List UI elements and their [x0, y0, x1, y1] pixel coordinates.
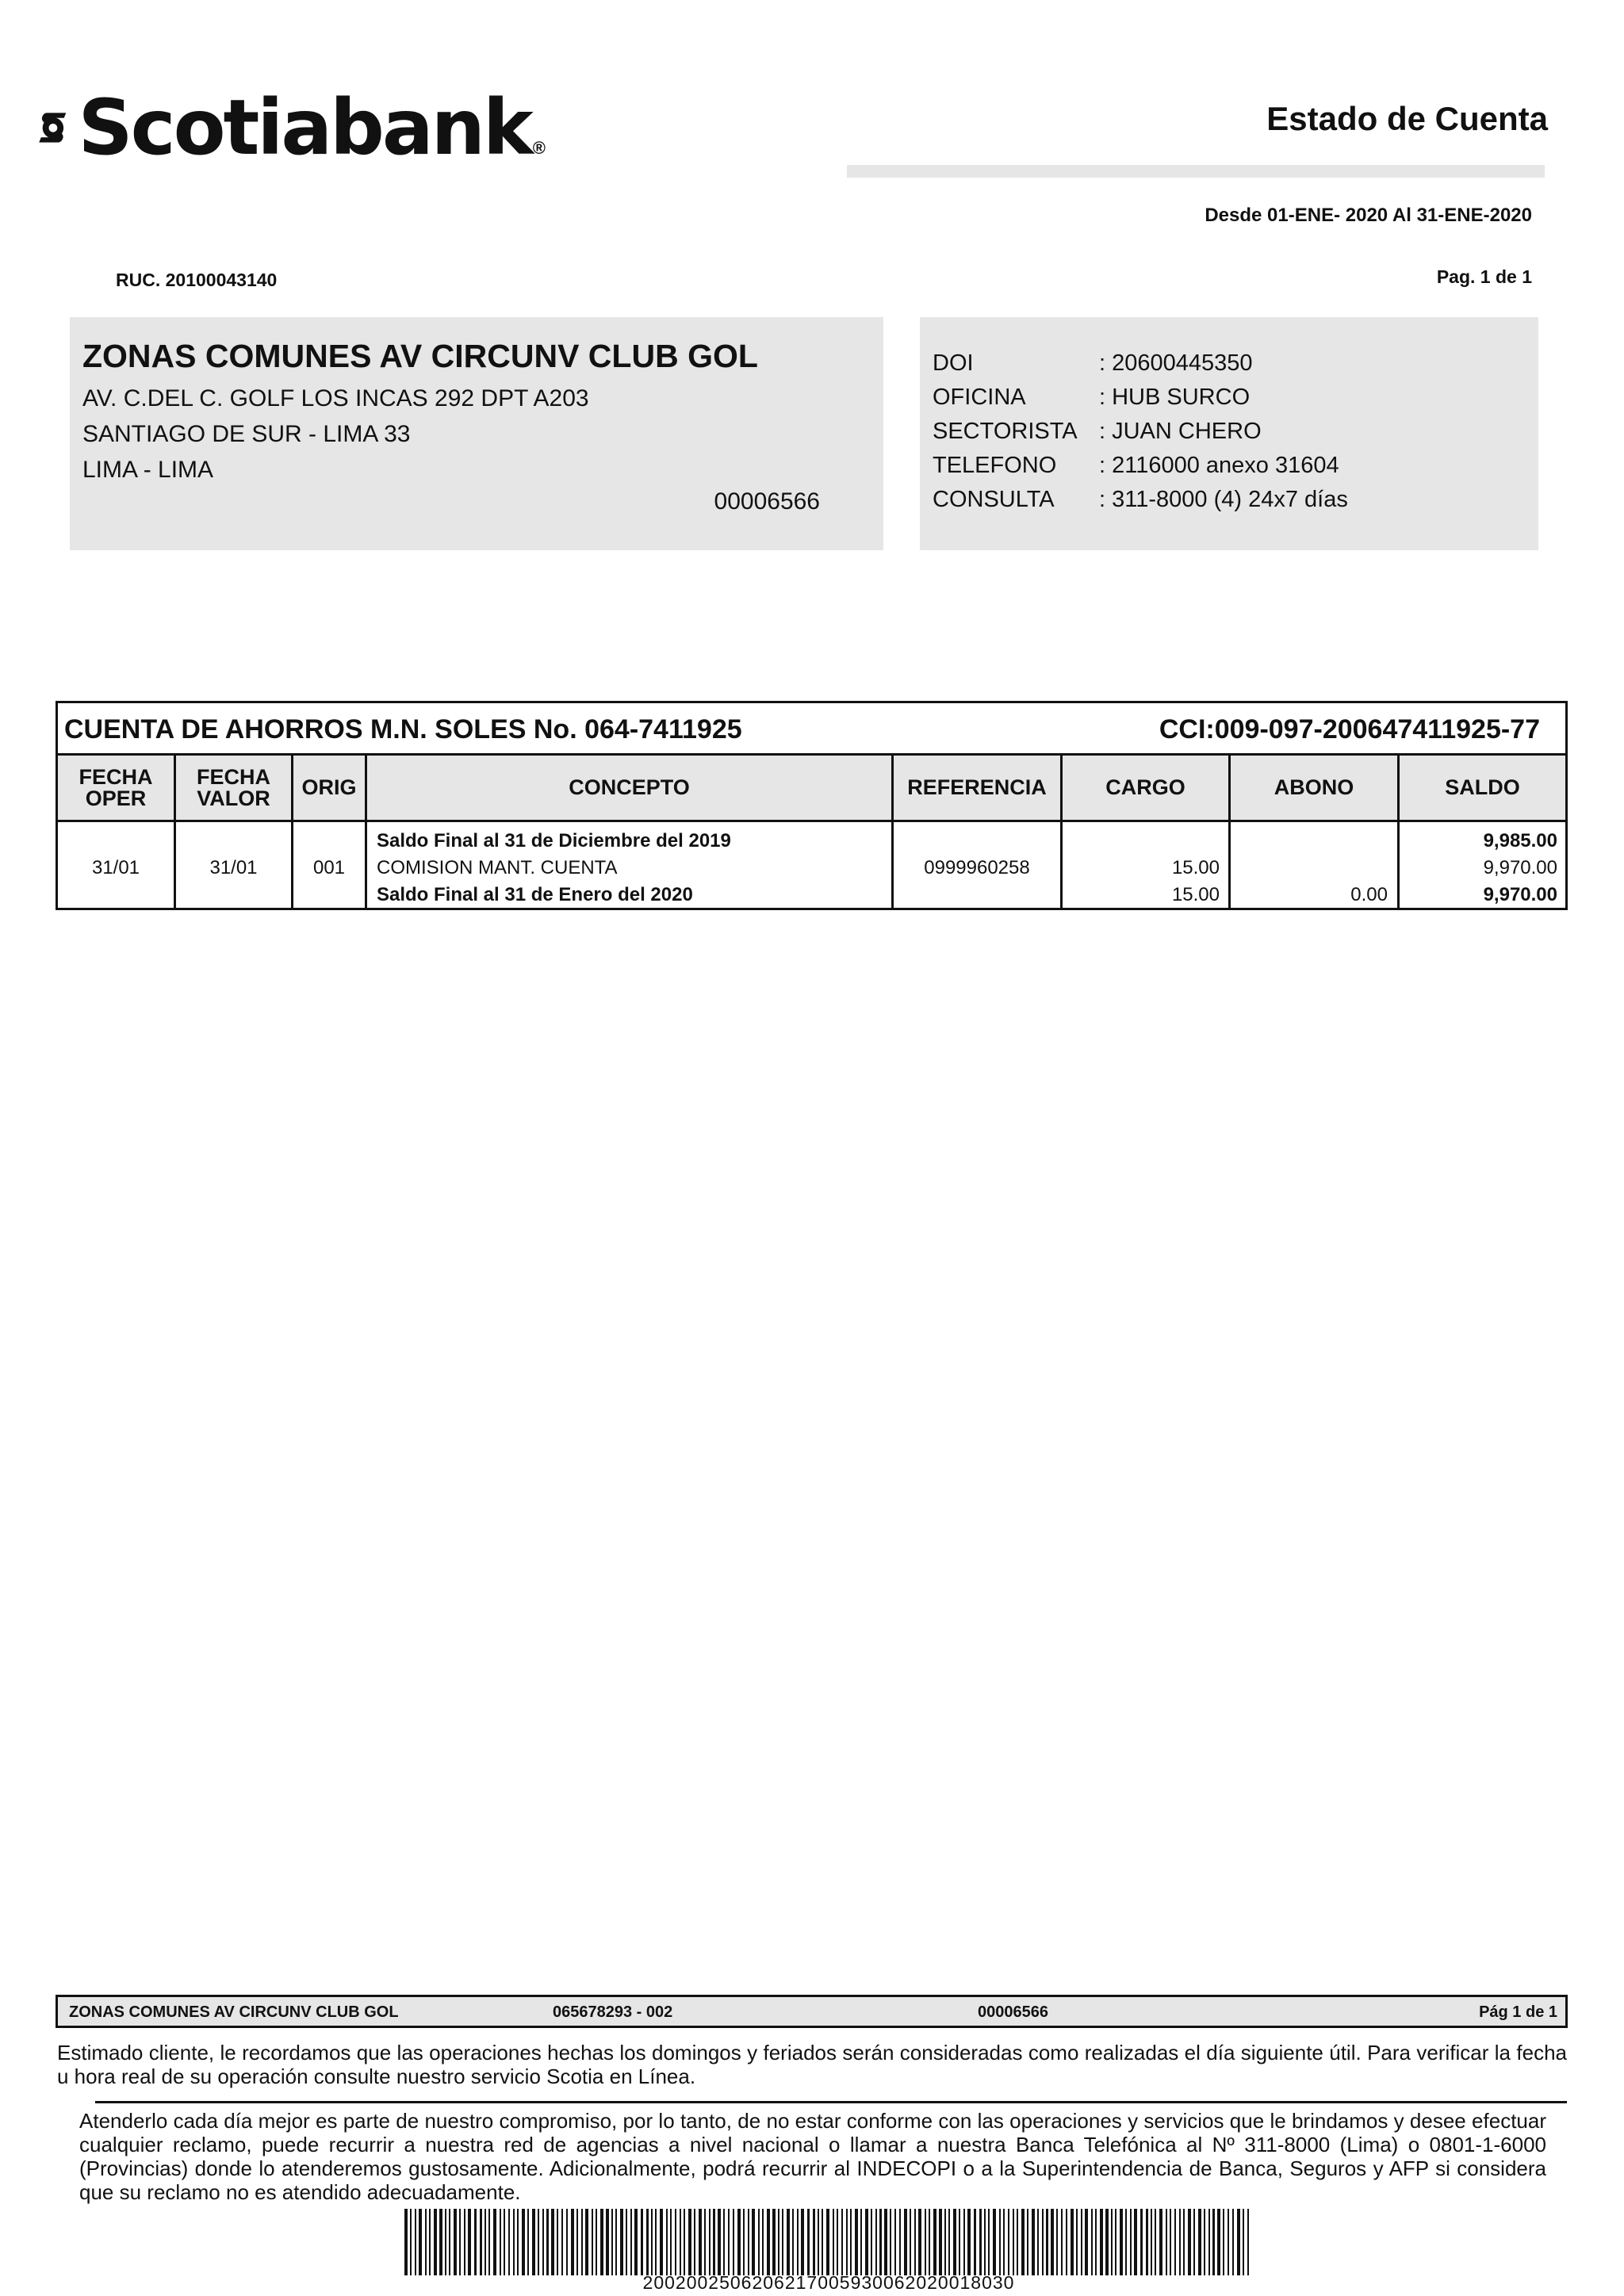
barcode-bar: [508, 2209, 510, 2275]
barcode-icon: [403, 2209, 1254, 2275]
info-value: : JUAN CHERO: [1099, 419, 1262, 444]
barcode-bar: [1051, 2209, 1054, 2275]
barcode-bar: [1091, 2209, 1093, 2275]
barcode-bar: [1076, 2209, 1078, 2275]
barcode-bar: [488, 2209, 490, 2275]
barcode-bar: [748, 2209, 749, 2275]
barcode-bar: [1159, 2209, 1162, 2275]
barcode-bar: [737, 2209, 741, 2275]
barcode-bar: [1056, 2209, 1058, 2275]
barcode-bar: [948, 2209, 950, 2275]
barcode-bar: [504, 2209, 505, 2275]
barcode-bar: [1003, 2209, 1005, 2275]
barcode-bar: [1085, 2209, 1088, 2275]
barcode-bar: [655, 2209, 657, 2275]
barcode-bar: [963, 2209, 965, 2275]
cci-number: CCI:009-097-200647411925-77: [1159, 714, 1540, 744]
barcode-bar: [464, 2209, 465, 2275]
barcode-bar: [566, 2209, 568, 2275]
customer-address-box: [70, 317, 883, 550]
barcode-bar: [419, 2209, 422, 2275]
column-header-concepto: CONCEPTO: [367, 756, 894, 822]
address-line: AV. C.DEL C. GOLF LOS INCAS 292 DPT A203: [82, 385, 589, 411]
barcode-bar: [1066, 2209, 1067, 2275]
barcode-bar: [538, 2209, 539, 2275]
barcode-bar: [1228, 2209, 1229, 2275]
barcode-bar: [468, 2209, 471, 2275]
info-value: : 311-8000 (4) 24x7 días: [1099, 487, 1348, 512]
account-info-box: [920, 317, 1538, 550]
barcode-bar: [925, 2209, 926, 2275]
barcode-bar: [449, 2209, 450, 2275]
barcode-bar: [1032, 2209, 1035, 2275]
footer-summary-bar: [56, 1995, 1568, 2028]
barcode-bar: [939, 2209, 942, 2275]
barcode-bar: [704, 2209, 706, 2275]
column-header-abono: ABONO: [1231, 756, 1400, 822]
barcode-bar: [944, 2209, 946, 2275]
barcode-bar: [826, 2209, 829, 2275]
barcode-bar: [959, 2209, 960, 2275]
brand-name: Scotiabank: [78, 83, 531, 172]
info-label: CONSULTA: [933, 487, 1055, 512]
barcode-bar: [1198, 2209, 1201, 2275]
barcode-bar: [480, 2209, 482, 2275]
barcode-bar: [984, 2209, 986, 2275]
barcode-bar: [758, 2209, 760, 2275]
barcode-bar: [1151, 2209, 1152, 2275]
barcode-bar: [762, 2209, 764, 2275]
barcode-bar: [778, 2209, 779, 2275]
barcode-bar: [974, 2209, 976, 2275]
barcode-bar: [1134, 2209, 1137, 2275]
account-title: CUENTA DE AHORROS M.N. SOLES No. 064-7411925: [64, 714, 742, 744]
barcode-bar: [1111, 2209, 1113, 2275]
barcode-bar: [1237, 2209, 1240, 2275]
barcode-bar: [894, 2209, 896, 2275]
barcode-bar: [410, 2209, 412, 2275]
barcode-bar: [688, 2209, 691, 2275]
barcode-bar: [1212, 2209, 1215, 2275]
barcode-bar: [611, 2209, 613, 2275]
ruc-number: RUC. 20100043140: [116, 270, 278, 290]
barcode-bar: [728, 2209, 730, 2275]
barcode-bar: [1017, 2209, 1018, 2275]
barcode-bar: [723, 2209, 725, 2275]
column-header-saldo: SALDO: [1400, 756, 1565, 822]
column-header-cargo: CARGO: [1063, 756, 1231, 822]
barcode-bar: [454, 2209, 457, 2275]
barcode-bar: [1042, 2209, 1044, 2275]
barcode-bar: [801, 2209, 804, 2275]
statement-period: Desde 01-ENE- 2020 Al 31-ENE-2020: [1205, 205, 1532, 226]
barcode-bar: [532, 2209, 535, 2275]
barcode-bar: [699, 2209, 702, 2275]
processing-notice: Estimado cliente, le recordamos que las operaciones hechas los domingos y feriados serán consideradas como realizadas el día siguiente útil. Para verificar la fecha u hora real de su operación consulte nuestro servicio Scotia en Línea.: [57, 2041, 1567, 2088]
barcode-bar: [818, 2209, 819, 2275]
barcode-bar: [833, 2209, 834, 2275]
concepto-cell: Saldo Final al 31 de Enero del 2020: [377, 884, 693, 905]
barcode-bar: [474, 2209, 477, 2275]
barcode-bar: [1120, 2209, 1123, 2275]
barcode-bar: [813, 2209, 815, 2275]
barcode-bar: [680, 2209, 681, 2275]
barcode-bar: [890, 2209, 891, 2275]
barcode-bar: [807, 2209, 810, 2275]
barcode-bar: [1170, 2209, 1171, 2275]
barcode-bar: [767, 2209, 770, 2275]
barcode-bar: [1179, 2209, 1181, 2275]
barcode-bar: [1193, 2209, 1195, 2275]
abono-total-cell: 0.00: [1350, 884, 1388, 905]
footer-reference: 065678293 - 002: [553, 2003, 673, 2021]
cargo-total-cell: 15.00: [1171, 884, 1220, 905]
barcode-bar: [988, 2209, 990, 2275]
barcode-bar: [1037, 2209, 1039, 2275]
footer-divider: [95, 2101, 1567, 2103]
barcode-bar: [596, 2209, 597, 2275]
saldo-cell: 9,985.00: [1483, 830, 1557, 851]
barcode-bar: [561, 2209, 563, 2275]
barcode-bar: [1100, 2209, 1103, 2275]
address-line: LIMA - LIMA: [82, 457, 214, 483]
info-label: OFICINA: [933, 385, 1026, 410]
barcode-bar: [666, 2209, 668, 2275]
barcode-bar: [979, 2209, 982, 2275]
referencia-cell: 0999960258: [924, 857, 1030, 878]
statement-table: [56, 701, 1568, 910]
page-indicator: Pag. 1 de 1: [1436, 266, 1532, 287]
barcode-bar: [694, 2209, 695, 2275]
concepto-cell: COMISION MANT. CUENTA: [377, 857, 618, 878]
barcode-bar: [485, 2209, 486, 2275]
barcode-bar: [429, 2209, 431, 2275]
barcode-bar: [581, 2209, 583, 2275]
account-header: [58, 703, 1565, 756]
barcode-bar: [670, 2209, 672, 2275]
barcode-bar: [522, 2209, 525, 2275]
column-header-orig: ORIG: [293, 756, 367, 822]
complaints-notice: Atenderlo cada día mejor es parte de nuestro compromiso, por lo tanto, de no estar conforme con las operaciones y servicios que le brindamos y desee efectuar cualquier reclamo, puede recurrir a nuestra red de agencias a nivel nacional o llamar a nuestra Banca Telefónica al Nº 311-8000 (Lima) o 0801-1-6000 (Provincias) donde lo atenderemos gustosamente. Adicionalmente, podrá recurrir al INDECOPI o a la Superintendencia de Banca, Seguros y AFP si considera que su reclamo no es atendido adecuadamente.: [79, 2109, 1546, 2204]
barcode-bar: [1208, 2209, 1210, 2275]
client-code: 00006566: [714, 488, 820, 515]
info-value: : 20600445350: [1099, 350, 1253, 376]
barcode-bar: [620, 2209, 623, 2275]
footer-page: Pág 1 de 1: [1479, 2003, 1557, 2021]
barcode-bar: [1146, 2209, 1148, 2275]
barcode-bar: [953, 2209, 956, 2275]
fecha-oper-cell: 31/01: [91, 857, 140, 878]
barcode-bar: [1046, 2209, 1048, 2275]
barcode-bar: [1013, 2209, 1014, 2275]
barcode-bar: [527, 2209, 529, 2275]
barcode-bar: [1140, 2209, 1143, 2275]
barcode-bar: [884, 2209, 887, 2275]
barcode-bar: [513, 2209, 515, 2275]
barcode-bar: [709, 2209, 710, 2275]
info-label: TELEFONO: [933, 453, 1057, 478]
barcode-bar: [641, 2209, 643, 2275]
barcode-bar: [1071, 2209, 1074, 2275]
barcode-bar: [792, 2209, 794, 2275]
barcode-bar: [772, 2209, 776, 2275]
footer-client-code: 00006566: [978, 2003, 1048, 2021]
barcode-bar: [425, 2209, 427, 2275]
barcode-bar: [782, 2209, 783, 2275]
barcode-bar: [415, 2209, 416, 2275]
registered-mark: ®: [532, 138, 546, 158]
barcode-bar: [899, 2209, 901, 2275]
barcode-bar: [993, 2209, 996, 2275]
barcode-bar: [615, 2209, 617, 2275]
barcode-bar: [1183, 2209, 1185, 2275]
barcode-bar: [1155, 2209, 1156, 2275]
barcode-bar: [999, 2209, 1001, 2275]
info-row-oficina: [933, 385, 1250, 411]
barcode-bar: [684, 2209, 685, 2275]
barcode-bar: [1115, 2209, 1116, 2275]
barcode-bar: [875, 2209, 877, 2275]
barcode-bar: [1081, 2209, 1082, 2275]
info-row-consulta: [933, 487, 1348, 513]
barcode-bar: [860, 2209, 862, 2275]
barcode-bar: [841, 2209, 843, 2275]
barcode-bar: [865, 2209, 868, 2275]
cargo-cell: 15.00: [1171, 857, 1220, 878]
saldo-cell: 9,970.00: [1483, 857, 1557, 878]
info-value: : 2116000 anexo 31604: [1099, 453, 1339, 478]
barcode-bar: [557, 2209, 558, 2275]
info-value: : HUB SURCO: [1099, 385, 1251, 410]
barcode-bar: [743, 2209, 745, 2275]
barcode-bar: [1232, 2209, 1234, 2275]
barcode-bar: [675, 2209, 676, 2275]
column-header-fecha-valor: FECHA VALOR: [176, 756, 293, 822]
barcode-bar: [929, 2209, 930, 2275]
barcode-bar: [459, 2209, 461, 2275]
footer-customer-name: ZONAS COMUNES AV CIRCUNV CLUB GOL: [69, 2003, 399, 2021]
barcode-bar: [1105, 2209, 1109, 2275]
barcode-bar: [752, 2209, 755, 2275]
barcode-bar: [606, 2209, 609, 2275]
barcode-bar: [404, 2209, 408, 2275]
barcode-bar: [600, 2209, 603, 2275]
barcode-bar: [855, 2209, 858, 2275]
barcode-bar: [1243, 2209, 1244, 2275]
barcode-bar: [660, 2209, 663, 2275]
barcode-bar: [542, 2209, 544, 2275]
barcode-bar: [434, 2209, 437, 2275]
address-line: SANTIAGO DE SUR - LIMA 33: [82, 421, 411, 447]
barcode-bar: [551, 2209, 554, 2275]
barcode-bar: [630, 2209, 632, 2275]
barcode-bar: [571, 2209, 574, 2275]
barcode-bar: [1188, 2209, 1191, 2275]
info-row-sectorista: [933, 419, 1262, 445]
barcode-bar: [651, 2209, 653, 2275]
barcode-bar: [546, 2209, 549, 2275]
barcode-bar: [918, 2209, 921, 2275]
barcode-bar: [646, 2209, 649, 2275]
info-label: DOI: [933, 350, 974, 376]
scotiabank-logo: [38, 76, 546, 179]
barcode-bar: [592, 2209, 593, 2275]
info-row-doi: [933, 350, 1253, 377]
info-label: SECTORISTA: [933, 419, 1078, 444]
customer-name: ZONAS COMUNES AV CIRCUNV CLUB GOL: [82, 338, 758, 374]
orig-cell: 001: [312, 857, 346, 878]
column-header-fecha-oper: FECHA OPER: [58, 756, 176, 822]
barcode-bar: [822, 2209, 823, 2275]
column-divider: [1397, 822, 1400, 908]
barcode-bar: [626, 2209, 627, 2275]
barcode-bar: [1130, 2209, 1132, 2275]
barcode-bar: [576, 2209, 578, 2275]
barcode-bar: [517, 2209, 519, 2275]
barcode-bar: [500, 2209, 501, 2275]
barcode-bar: [1095, 2209, 1097, 2275]
info-row-telefono: [933, 453, 1339, 479]
barcode-bar: [1008, 2209, 1009, 2275]
barcode-bar: [718, 2209, 721, 2275]
concepto-cell: Saldo Final al 31 de Diciembre del 2019: [377, 830, 731, 851]
barcode-bar: [493, 2209, 496, 2275]
barcode-bar: [967, 2209, 971, 2275]
barcode-bar: [1174, 2209, 1176, 2275]
barcode-bar: [445, 2209, 446, 2275]
barcode-number: 20020025062062170059300620200180​30: [642, 2272, 1015, 2293]
barcode-bar: [850, 2209, 852, 2275]
barcode-bar: [1027, 2209, 1028, 2275]
barcode-bar: [1125, 2209, 1127, 2275]
barcode-bar: [904, 2209, 907, 2275]
barcode-bar: [933, 2209, 936, 2275]
barcode-bar: [1166, 2209, 1167, 2275]
barcode-bar: [797, 2209, 799, 2275]
barcode-bar: [787, 2209, 790, 2275]
barcode-bar: [1204, 2209, 1205, 2275]
barcode-bar: [439, 2209, 442, 2275]
barcode-bar: [1247, 2209, 1249, 2275]
document-title: Estado de Cuenta: [1266, 100, 1548, 137]
barcode-bar: [1217, 2209, 1220, 2275]
barcode-bar: [879, 2209, 882, 2275]
barcode-bar: [1061, 2209, 1063, 2275]
barcode-bar: [871, 2209, 872, 2275]
barcode-bar: [914, 2209, 916, 2275]
saldo-cell: 9,970.00: [1483, 884, 1557, 905]
barcode-bar: [846, 2209, 848, 2275]
barcode-bar: [713, 2209, 715, 2275]
barcode-bar: [1223, 2209, 1224, 2275]
title-underline-bar: [847, 165, 1545, 178]
barcode-bar: [733, 2209, 734, 2275]
barcode-bar: [837, 2209, 838, 2275]
barcode-bar: [910, 2209, 911, 2275]
column-header-referencia: REFERENCIA: [894, 756, 1063, 822]
barcode-bar: [634, 2209, 638, 2275]
column-divider: [365, 822, 367, 908]
fecha-valor-cell: 31/01: [209, 857, 258, 878]
barcode-bar: [1021, 2209, 1025, 2275]
scotiabank-s-icon: [38, 79, 67, 176]
barcode-bar: [585, 2209, 588, 2275]
